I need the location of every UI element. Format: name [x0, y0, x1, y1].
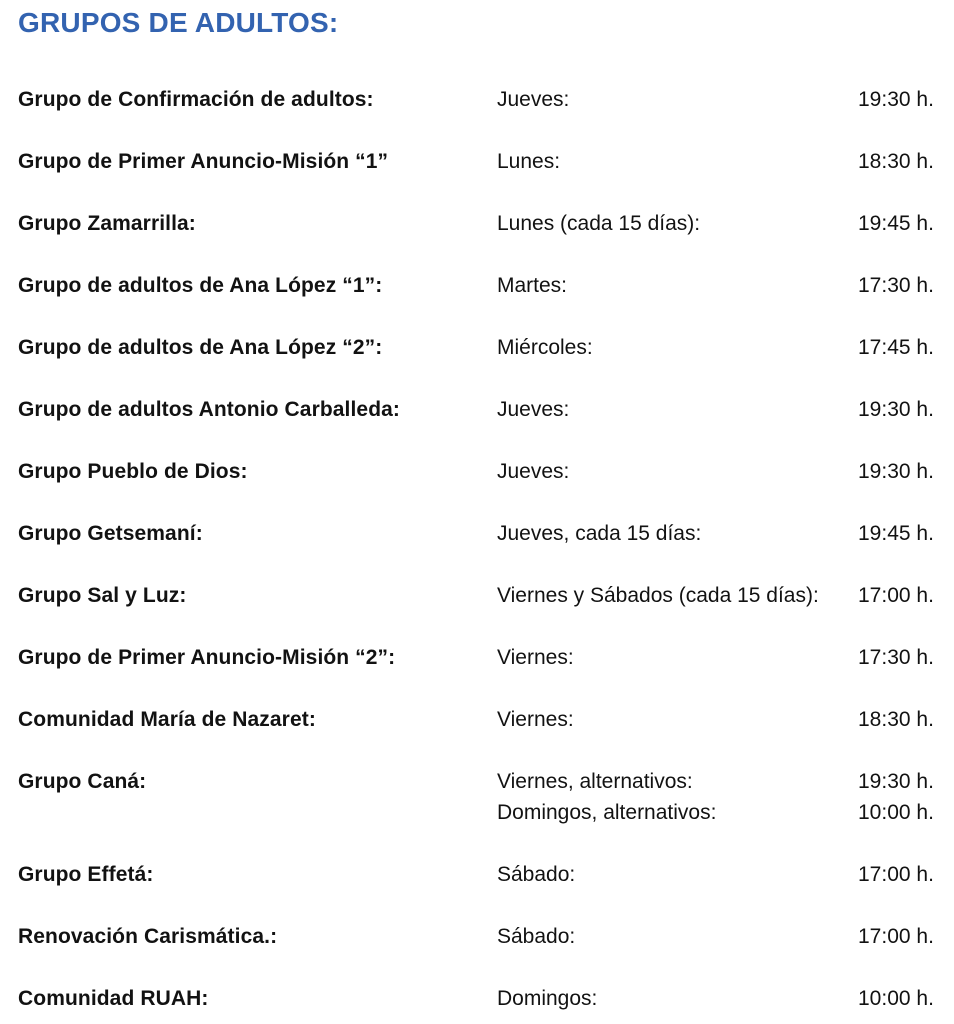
group-name: Grupo de adultos Antonio Carballeda: — [18, 398, 400, 421]
group-name: Grupo de Primer Anuncio-Misión “1” — [18, 150, 389, 173]
table-row — [18, 332, 940, 363]
group-time: 17:00 h. — [858, 863, 934, 886]
group-name: Grupo Getsemaní: — [18, 522, 203, 545]
table-row — [18, 983, 940, 1014]
group-time: 19:30 h. — [858, 398, 934, 421]
group-day: Viernes: — [497, 708, 574, 731]
group-time: 17:00 h. — [858, 584, 934, 607]
group-day: Domingos, alternativos: — [497, 801, 717, 824]
schedule-table — [18, 84, 940, 1014]
table-row — [18, 146, 940, 177]
group-time-list — [858, 766, 940, 828]
group-day: Viernes: — [497, 646, 574, 669]
group-day: Viernes y Sábados (cada 15 días): — [497, 584, 819, 607]
table-row — [18, 270, 940, 301]
group-day: Jueves: — [497, 88, 570, 111]
table-row — [18, 518, 940, 549]
group-name: Grupo de Confirmación de adultos: — [18, 88, 374, 111]
group-time: 10:00 h. — [858, 987, 934, 1010]
group-day: Jueves: — [497, 460, 570, 483]
group-name: Comunidad RUAH: — [18, 987, 209, 1010]
group-day: Domingos: — [497, 987, 598, 1010]
group-time: 19:30 h. — [858, 88, 934, 111]
group-day: Lunes: — [497, 150, 561, 173]
group-time: 18:30 h. — [858, 150, 934, 173]
group-time: 17:00 h. — [858, 925, 934, 948]
group-name: Grupo Sal y Luz: — [18, 584, 187, 607]
table-row — [18, 859, 940, 890]
group-name: Grupo de adultos de Ana López “1”: — [18, 274, 383, 297]
table-row — [18, 766, 940, 828]
page-title: GRUPOS DE ADULTOS: — [18, 7, 339, 38]
group-day: Martes: — [497, 274, 568, 297]
group-name: Grupo de adultos de Ana López “2”: — [18, 336, 383, 359]
group-day: Sábado: — [497, 863, 576, 886]
group-name: Grupo Effetá: — [18, 863, 154, 886]
table-row — [18, 704, 940, 735]
group-day: Viernes, alternativos: — [497, 770, 693, 793]
table-row — [18, 394, 940, 425]
group-day: Lunes (cada 15 días): — [497, 212, 701, 235]
group-day-list — [497, 766, 858, 828]
table-row — [18, 921, 940, 952]
group-time: 19:45 h. — [858, 522, 934, 545]
group-name: Grupo de Primer Anuncio-Misión “2”: — [18, 646, 396, 669]
group-day: Sábado: — [497, 925, 576, 948]
group-day: Jueves: — [497, 398, 570, 421]
group-time: 18:30 h. — [858, 708, 934, 731]
group-time: 19:30 h. — [858, 770, 934, 793]
table-row — [18, 642, 940, 673]
group-name: Grupo Caná: — [18, 770, 147, 793]
group-day: Jueves, cada 15 días: — [497, 522, 702, 545]
group-time: 17:30 h. — [858, 646, 934, 669]
group-name: Renovación Carismática.: — [18, 925, 278, 948]
group-time: 10:00 h. — [858, 801, 934, 824]
table-row — [18, 580, 940, 611]
group-time: 17:45 h. — [858, 336, 934, 359]
group-name: Grupo Pueblo de Dios: — [18, 460, 248, 483]
table-row — [18, 456, 940, 487]
group-time: 19:30 h. — [858, 460, 934, 483]
group-time: 19:45 h. — [858, 212, 934, 235]
group-day: Miércoles: — [497, 336, 593, 359]
group-name: Grupo Zamarrilla: — [18, 212, 196, 235]
table-row — [18, 84, 940, 115]
group-name: Comunidad María de Nazaret: — [18, 708, 316, 731]
group-time: 17:30 h. — [858, 274, 934, 297]
table-row — [18, 208, 940, 239]
